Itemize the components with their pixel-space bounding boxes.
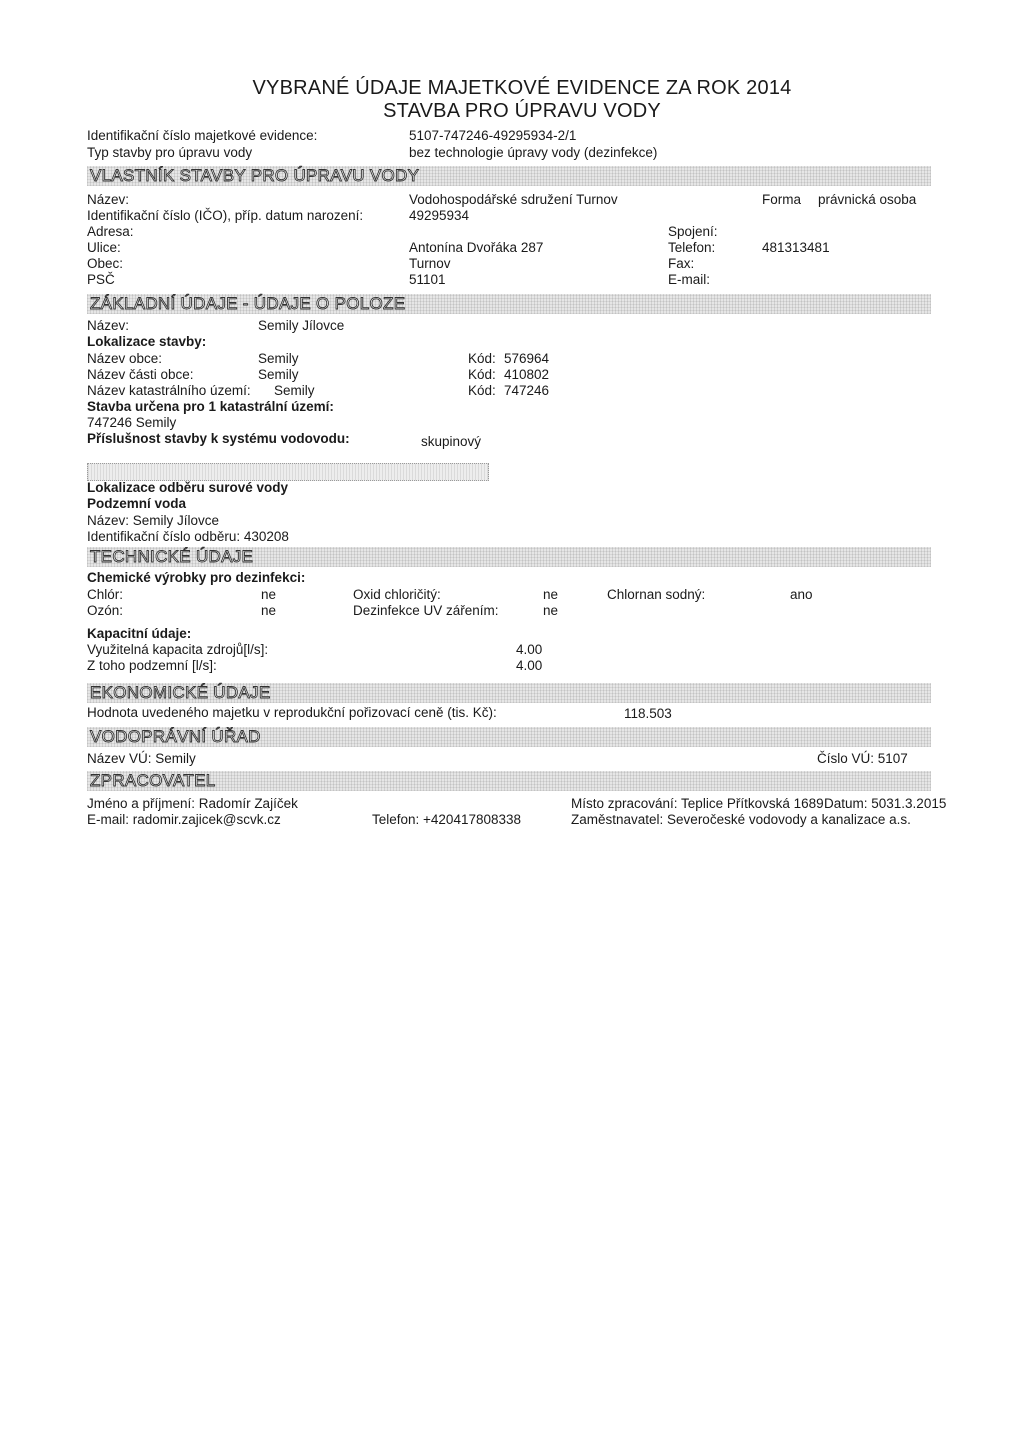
section-basic-title: ZÁKLADNÍ ÚDAJE - ÚDAJE O POLOZE	[90, 294, 406, 313]
chlorine-dioxide-label: Oxid chloričitý:	[353, 587, 441, 602]
chlorine-value: ne	[261, 587, 277, 602]
municipality-part-code-label: Kód:	[468, 367, 496, 382]
localization-heading: Lokalizace stavby:	[87, 334, 207, 349]
document-title: VYBRANÉ ÚDAJE MAJETKOVÉ EVIDENCE ZA ROK 2014	[252, 77, 792, 99]
owner-address-label: Adresa:	[87, 224, 134, 239]
municipality-part-value: Semily	[258, 367, 299, 382]
cadastral-count-label: Stavba určena pro 1 katastrální území:	[87, 399, 334, 414]
owner-contact-label: Spojení:	[668, 224, 718, 239]
section-owner-title: VLASTNÍK STAVBY PRO ÚPRAVU VODY	[90, 166, 420, 185]
sodium-hypochlorite-value: ano	[790, 587, 813, 602]
source-heading: Lokalizace odběru surové vody	[87, 480, 289, 495]
section-processor-title: ZPRACOVATEL	[90, 771, 216, 790]
owner-city-label: Obec:	[87, 256, 124, 271]
section-divider	[87, 463, 489, 481]
groundwater-capacity-label: Z toho podzemní [l/s]:	[87, 658, 217, 673]
owner-fax-label: Fax:	[668, 256, 695, 271]
authority-name: Název VÚ: Semily	[87, 751, 196, 766]
chemicals-heading: Chemické výrobky pro dezinfekci:	[87, 570, 306, 585]
usable-capacity-label: Využitelná kapacita zdrojů[l/s]:	[87, 642, 269, 657]
section-authority-title: VODOPRÁVNÍ ÚŘAD	[90, 727, 261, 746]
section-economic-title: EKONOMICKÉ ÚDAJE	[90, 683, 271, 702]
water-system-value: skupinový	[421, 434, 482, 449]
section-basic-header	[87, 294, 931, 314]
cadastral-list: 747246 Semily	[87, 415, 177, 430]
sodium-hypochlorite-label: Chlornan sodný:	[607, 587, 706, 602]
section-authority-header	[87, 727, 931, 747]
document-subtitle: STAVBA PRO ÚPRAVU VODY	[383, 100, 661, 122]
processor-employer: Zaměstnavatel: Severočeské vodovody a kanalizace a.s.	[571, 812, 911, 827]
owner-street-label: Ulice:	[87, 240, 121, 255]
section-owner-header	[87, 166, 931, 186]
ozone-label: Ozón:	[87, 603, 124, 618]
processor-email: E-mail: radomir.zajicek@scvk.cz	[87, 812, 281, 827]
cadastral-area-code: 747246	[504, 383, 550, 398]
municipality-part-code: 410802	[504, 367, 550, 382]
uv-disinfection-label: Dezinfekce UV zářením:	[353, 603, 499, 618]
processor-phone: Telefon: +420417808338	[372, 812, 522, 827]
cadastral-area-code-label: Kód:	[468, 383, 496, 398]
evidence-id-label: Identifikační číslo majetkové evidence:	[87, 128, 318, 143]
asset-value-label: Hodnota uvedeného majetku v reprodukční pořizovací ceně (tis. Kč):	[87, 705, 497, 720]
chlorine-dioxide-value: ne	[543, 587, 559, 602]
building-name-value: Semily Jílovce	[258, 318, 345, 333]
owner-psc-value: 51101	[409, 272, 446, 287]
source-id: Identifikační číslo odběru: 430208	[87, 529, 289, 544]
evidence-id-value: 5107-747246-49295934-2/1	[409, 128, 577, 143]
source-type: Podzemní voda	[87, 496, 187, 511]
municipality-code-label: Kód:	[468, 351, 496, 366]
usable-capacity-value: 4.00	[516, 642, 543, 657]
section-processor-header	[87, 771, 931, 791]
owner-city-value: Turnov	[409, 256, 451, 271]
owner-ico-label: Identifikační číslo (IČO), příp. datum narození:	[87, 208, 364, 223]
owner-email-label: E-mail:	[668, 272, 711, 287]
building-name-label: Název:	[87, 318, 130, 333]
section-economic-header	[87, 683, 931, 703]
water-system-label: Příslušnost stavby k systému vodovodu:	[87, 431, 350, 446]
processor-person: Jméno a příjmení: Radomír Zajíček	[87, 796, 298, 811]
groundwater-capacity-value: 4.00	[516, 658, 543, 673]
section-technical-title: TECHNICKÉ ÚDAJE	[90, 547, 254, 566]
capacity-heading: Kapacitní údaje:	[87, 626, 192, 641]
building-type-label: Typ stavby pro úpravu vody	[87, 145, 253, 160]
building-type-value: bez technologie úpravy vody (dezinfekce)	[409, 145, 658, 160]
owner-form-label: Forma	[762, 192, 802, 207]
owner-form-value: právnická osoba	[818, 192, 917, 207]
source-name: Název: Semily Jílovce	[87, 513, 220, 528]
processor-place: Místo zpracování: Teplice Přítkovská 1689	[571, 796, 824, 811]
owner-psc-label: PSČ	[87, 272, 115, 287]
owner-ico-value: 49295934	[409, 208, 470, 223]
municipality-code: 576964	[504, 351, 550, 366]
cadastral-area-value: Semily	[274, 383, 315, 398]
owner-name-value: Vodohospodářské sdružení Turnov	[409, 192, 618, 207]
cadastral-area-label: Název katastrálního území:	[87, 383, 251, 398]
municipality-label: Název obce:	[87, 351, 163, 366]
owner-phone-value: 481313481	[762, 240, 830, 255]
municipality-part-label: Název části obce:	[87, 367, 194, 382]
section-technical-header	[87, 547, 931, 567]
uv-disinfection-value: ne	[543, 603, 559, 618]
ozone-value: ne	[261, 603, 277, 618]
owner-street-value: Antonína Dvořáka 287	[409, 240, 544, 255]
municipality-value: Semily	[258, 351, 299, 366]
authority-number: Číslo VÚ: 5107	[817, 751, 908, 766]
processor-date: Datum: 5031.3.2015	[824, 796, 947, 811]
owner-phone-label: Telefon:	[668, 240, 716, 255]
chlorine-label: Chlór:	[87, 587, 124, 602]
owner-name-label: Název:	[87, 192, 130, 207]
asset-value: 118.503	[624, 706, 672, 721]
